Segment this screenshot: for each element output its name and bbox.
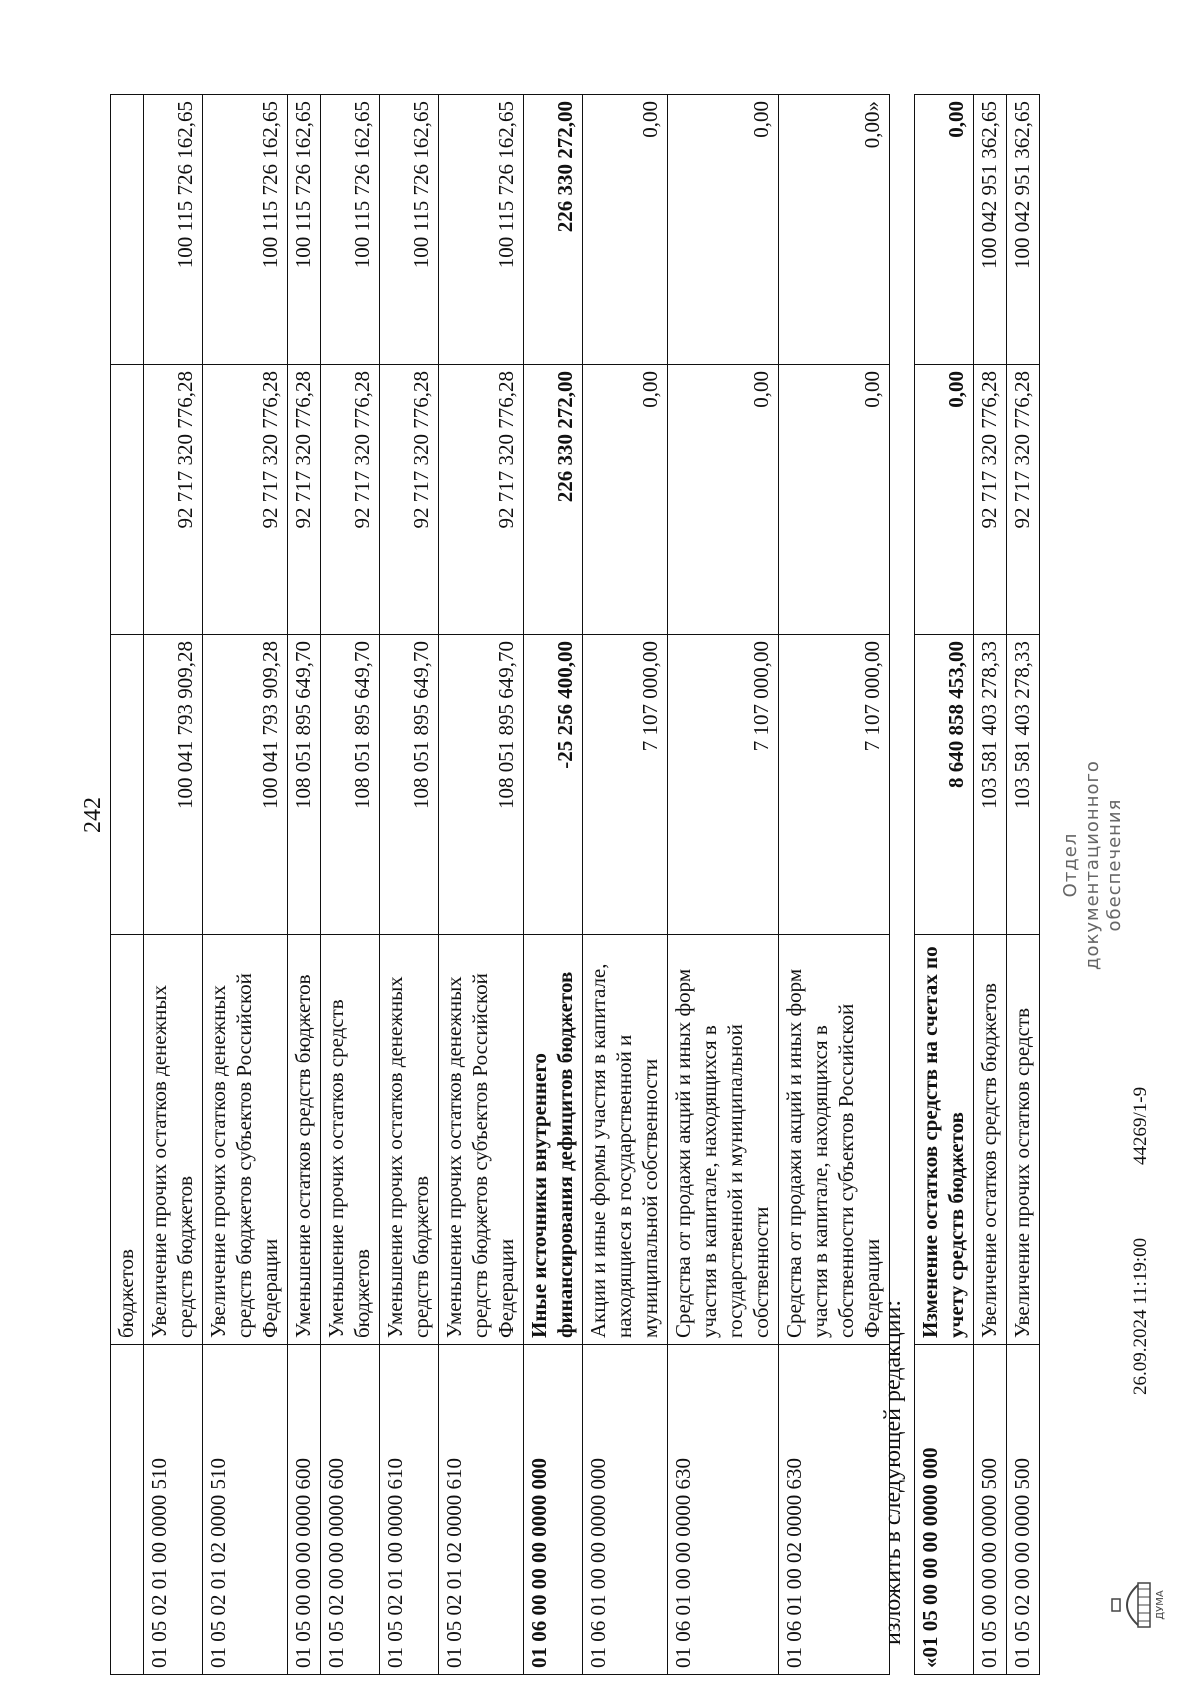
code-cell: 01 05 02 00 00 0000 500 [1007, 1345, 1040, 1675]
sources-table [110, 94, 890, 1675]
amount-cell: 92 717 320 776,28 [380, 365, 439, 635]
amount-cell: 108 051 895 649,70 [380, 635, 439, 935]
code-cell: 01 06 01 00 00 0000 630 [668, 1345, 779, 1675]
amount-cell [111, 635, 144, 935]
name-cell: Средства от продажи акций и иных форм участия в капитале, находящихся в собственности субъектов Российской Федерации [779, 935, 890, 1345]
name-cell: Акции и иные формы участия в капитале, находящиеся в государственной и муниципальной собственности [583, 935, 668, 1345]
table-row [1007, 95, 1040, 1675]
amount-cell [111, 365, 144, 635]
amount-cell: 100 115 726 162,65 [380, 95, 439, 365]
amount-cell: 0,00 [583, 365, 668, 635]
amount-cell: 100 042 951 362,65 [1007, 95, 1040, 365]
amount-cell: 226 330 272,00 [524, 95, 583, 365]
amount-cell: 100 042 951 362,65 [974, 95, 1007, 365]
code-cell: 01 05 02 01 02 0000 510 [203, 1345, 288, 1675]
amount-cell: 100 115 726 162,65 [439, 95, 524, 365]
table-row [380, 95, 439, 1675]
table-row [583, 95, 668, 1675]
amount-cell: 100 115 726 162,65 [321, 95, 380, 365]
amount-cell: 92 717 320 776,28 [288, 365, 321, 635]
amount-cell: 0,00» [779, 95, 890, 365]
table-row [974, 95, 1007, 1675]
amount-cell: 103 581 403 278,33 [974, 635, 1007, 935]
code-cell: 01 05 02 01 00 0000 610 [380, 1345, 439, 1675]
department-stamp: Отдел документационного обеспечения [1060, 760, 1125, 970]
amount-cell: 100 115 726 162,65 [288, 95, 321, 365]
code-cell [111, 1345, 144, 1675]
name-cell: бюджетов [111, 935, 144, 1345]
footer-datetime: 26.09.2024 11:19:00 [1130, 1237, 1151, 1395]
amount-cell [111, 95, 144, 365]
duma-logo [1108, 1575, 1168, 1635]
amount-cell: 92 717 320 776,28 [144, 365, 203, 635]
code-cell: «01 05 00 00 00 0000 000 [915, 1345, 974, 1675]
table-row [144, 95, 203, 1675]
table-row [321, 95, 380, 1675]
table-row [288, 95, 321, 1675]
amount-cell: 108 051 895 649,70 [439, 635, 524, 935]
name-cell: Увеличение прочих остатков денежных средств бюджетов субъектов Российской Федерации [203, 935, 288, 1345]
table-row [111, 95, 144, 1675]
name-cell: Увеличение остатков средств бюджетов [974, 935, 1007, 1345]
replacement-table [914, 94, 1040, 1675]
code-cell: 01 06 00 00 00 0000 000 [524, 1345, 583, 1675]
name-cell: Увеличение прочих остатков денежных средств бюджетов [144, 935, 203, 1345]
amount-cell: 0,00 [779, 365, 890, 635]
table-row [524, 95, 583, 1675]
amount-cell: 0,00 [915, 365, 974, 635]
amount-cell: 0,00 [668, 365, 779, 635]
code-cell: 01 05 00 00 00 0000 500 [974, 1345, 1007, 1675]
amount-cell: 7 107 000,00 [779, 635, 890, 935]
amount-cell: 108 051 895 649,70 [321, 635, 380, 935]
name-cell: Уменьшение прочих остатков денежных средств бюджетов субъектов Российской Федерации [439, 935, 524, 1345]
logo-text: ДУМА [1155, 1590, 1166, 1620]
table-row [915, 95, 974, 1675]
page-number: 242 [80, 797, 106, 833]
code-cell: 01 05 02 01 02 0000 610 [439, 1345, 524, 1675]
code-cell: 01 05 02 01 00 0000 510 [144, 1345, 203, 1675]
amount-cell: 226 330 272,00 [524, 365, 583, 635]
intro-text: изложить в следующей редакции: [880, 1299, 906, 1645]
name-cell: Уменьшение прочих остатков средств бюджетов [321, 935, 380, 1345]
name-cell: Уменьшение остатков средств бюджетов [288, 935, 321, 1345]
name-cell: Изменение остатков средств на счетах по учету средств бюджетов [915, 935, 974, 1345]
table-row [779, 95, 890, 1675]
amount-cell: 100 115 726 162,65 [203, 95, 288, 365]
amount-cell: 100 115 726 162,65 [144, 95, 203, 365]
name-cell: Иные источники внутреннего финансирования дефицитов бюджетов [524, 935, 583, 1345]
amount-cell: 0,00 [915, 95, 974, 365]
amount-cell: 103 581 403 278,33 [1007, 635, 1040, 935]
amount-cell: 92 717 320 776,28 [203, 365, 288, 635]
amount-cell: 7 107 000,00 [668, 635, 779, 935]
amount-cell: 92 717 320 776,28 [1007, 365, 1040, 635]
amount-cell: 92 717 320 776,28 [439, 365, 524, 635]
code-cell: 01 06 01 00 02 0000 630 [779, 1345, 890, 1675]
name-cell: Увеличение прочих остатков средств [1007, 935, 1040, 1345]
amount-cell: 100 041 793 909,28 [144, 635, 203, 935]
amount-cell: 108 051 895 649,70 [288, 635, 321, 935]
name-cell: Средства от продажи акций и иных форм участия в капитале, находящихся в государственной и муниципальной собственности [668, 935, 779, 1345]
table-row [439, 95, 524, 1675]
amount-cell: 0,00 [583, 95, 668, 365]
code-cell: 01 05 00 00 00 0000 600 [288, 1345, 321, 1675]
amount-cell: 92 717 320 776,28 [974, 365, 1007, 635]
name-cell: Уменьшение прочих остатков денежных средств бюджетов [380, 935, 439, 1345]
amount-cell: -25 256 400,00 [524, 635, 583, 935]
table-row [668, 95, 779, 1675]
table-row [203, 95, 288, 1675]
code-cell: 01 06 01 00 00 0000 000 [583, 1345, 668, 1675]
amount-cell: 7 107 000,00 [583, 635, 668, 935]
amount-cell: 0,00 [668, 95, 779, 365]
code-cell: 01 05 02 00 00 0000 600 [321, 1345, 380, 1675]
amount-cell: 100 041 793 909,28 [203, 635, 288, 935]
footer-doc-number: 44269/1-9 [1130, 1086, 1151, 1165]
amount-cell: 92 717 320 776,28 [321, 365, 380, 635]
amount-cell: 8 640 858 453,00 [915, 635, 974, 935]
